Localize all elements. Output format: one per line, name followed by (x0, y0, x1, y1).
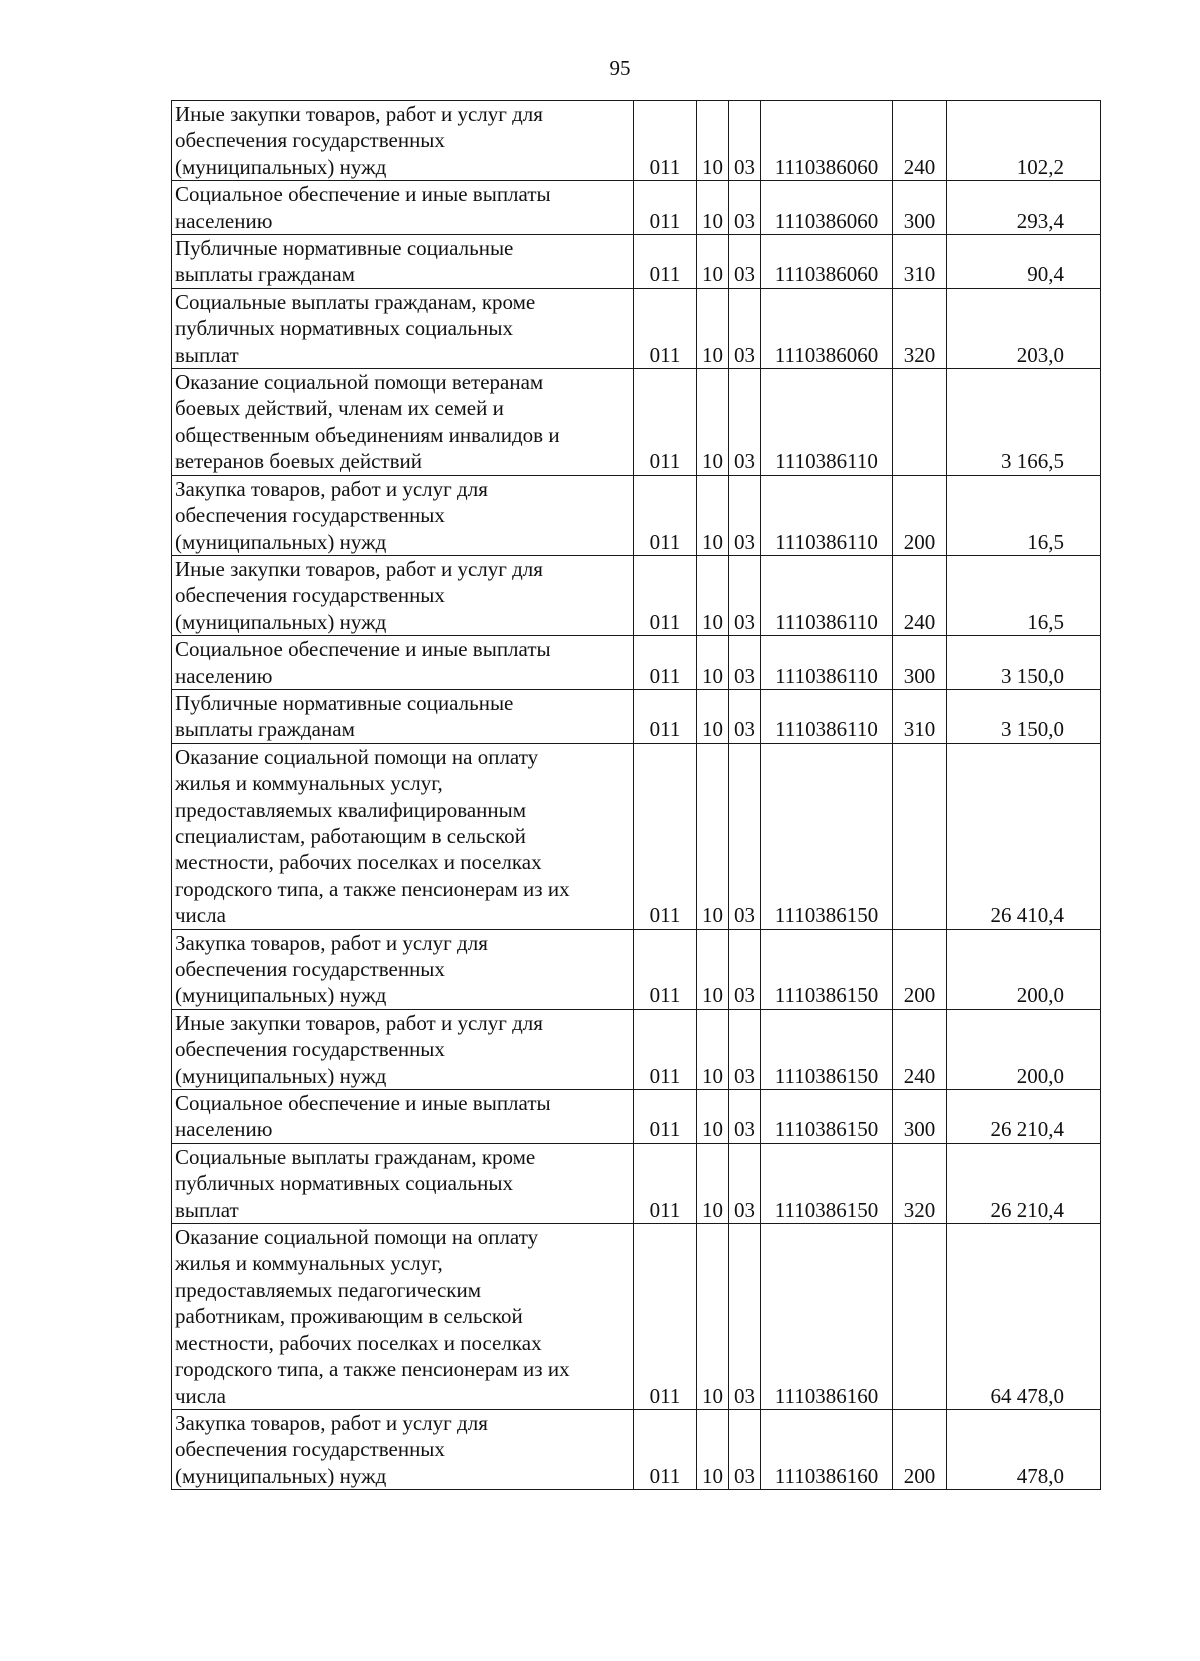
item-name-line: Социальное обеспечение и иные выплаты (175, 182, 551, 207)
ministry-code-cell: 011 (634, 1090, 697, 1144)
subsection-code-cell: 03 (729, 288, 761, 368)
item-name-line: (муниципальных) нужд (175, 1063, 387, 1088)
amount-cell: 26 210,4 (947, 1090, 1101, 1144)
expense-type-cell: 200 (893, 1409, 947, 1489)
expense-type-cell (893, 1224, 947, 1410)
item-name-cell (172, 235, 634, 289)
subsection-code-cell: 03 (729, 1090, 761, 1144)
item-name-cell (172, 288, 634, 368)
subsection-code-cell: 03 (729, 101, 761, 181)
table-row (172, 475, 1101, 555)
expense-type-cell: 300 (893, 636, 947, 690)
item-name-line: выплаты гражданам (175, 262, 355, 287)
subsection-code-cell: 03 (729, 689, 761, 743)
section-code-cell: 10 (697, 929, 729, 1009)
item-name-line: публичных нормативных социальных (175, 316, 513, 341)
target-article-cell: 1110386160 (761, 1409, 893, 1489)
section-code-cell: 10 (697, 555, 729, 635)
table-row (172, 181, 1101, 235)
item-name-line: местности, рабочих поселках и поселках (175, 1330, 542, 1355)
item-name-cell (172, 475, 634, 555)
expense-type-cell: 320 (893, 288, 947, 368)
amount-cell: 3 166,5 (947, 369, 1101, 476)
ministry-code-cell: 011 (634, 288, 697, 368)
table-row (172, 1009, 1101, 1089)
ministry-code-cell: 011 (634, 369, 697, 476)
section-code-cell: 10 (697, 1224, 729, 1410)
item-name-line: предоставляемых педагогическим (175, 1277, 481, 1302)
subsection-code-cell: 03 (729, 181, 761, 235)
target-article-cell: 1110386150 (761, 1009, 893, 1089)
item-name-line: Закупка товаров, работ и услуг для (175, 1410, 488, 1435)
target-article-cell: 1110386110 (761, 636, 893, 690)
item-name-line: (муниципальных) нужд (175, 1463, 387, 1488)
item-name-line: боевых действий, членам их семей и (175, 396, 504, 421)
expense-type-cell: 310 (893, 235, 947, 289)
expense-type-cell (893, 743, 947, 929)
target-article-cell: 1110386150 (761, 743, 893, 929)
amount-cell: 90,4 (947, 235, 1101, 289)
target-article-cell: 1110386060 (761, 288, 893, 368)
section-code-cell: 10 (697, 101, 729, 181)
item-name-line: предоставляемых квалифицированным (175, 797, 527, 822)
section-code-cell: 10 (697, 1009, 729, 1089)
target-article-cell: 1110386060 (761, 181, 893, 235)
subsection-code-cell: 03 (729, 1409, 761, 1489)
item-name-line: Публичные нормативные социальные (175, 236, 514, 261)
amount-cell: 26 410,4 (947, 743, 1101, 929)
ministry-code-cell: 011 (634, 475, 697, 555)
ministry-code-cell: 011 (634, 1009, 697, 1089)
target-article-cell: 1110386060 (761, 101, 893, 181)
expense-type-cell: 240 (893, 555, 947, 635)
item-name-cell (172, 1143, 634, 1223)
table-row (172, 689, 1101, 743)
item-name-line: населению (175, 208, 273, 233)
section-code-cell: 10 (697, 235, 729, 289)
item-name-cell (172, 101, 634, 181)
table-row (172, 555, 1101, 635)
item-name-line: выплат (175, 342, 239, 367)
ministry-code-cell: 011 (634, 181, 697, 235)
item-name-cell (172, 1090, 634, 1144)
ministry-code-cell: 011 (634, 1224, 697, 1410)
table-row (172, 636, 1101, 690)
subsection-code-cell: 03 (729, 1224, 761, 1410)
target-article-cell: 1110386110 (761, 555, 893, 635)
target-article-cell: 1110386110 (761, 475, 893, 555)
amount-cell: 16,5 (947, 555, 1101, 635)
item-name-line: обеспечения государственных (175, 583, 445, 608)
subsection-code-cell: 03 (729, 555, 761, 635)
item-name-line: жилья и коммунальных услуг, (175, 1251, 443, 1276)
expense-type-cell: 300 (893, 181, 947, 235)
target-article-cell: 1110386150 (761, 929, 893, 1009)
subsection-code-cell: 03 (729, 1009, 761, 1089)
subsection-code-cell: 03 (729, 1143, 761, 1223)
expense-type-cell: 240 (893, 1009, 947, 1089)
item-name-line: Социальное обеспечение и иные выплаты (175, 637, 551, 662)
section-code-cell: 10 (697, 1143, 729, 1223)
page-number: 95 (609, 56, 631, 80)
budget-table-body (172, 101, 1101, 1490)
amount-cell: 26 210,4 (947, 1143, 1101, 1223)
item-name-line: (муниципальных) нужд (175, 529, 387, 554)
item-name-line: городского типа, а также пенсионерам из их (175, 876, 570, 901)
item-name-cell (172, 929, 634, 1009)
expense-type-cell: 240 (893, 101, 947, 181)
item-name-cell (172, 689, 634, 743)
table-row (172, 369, 1101, 476)
section-code-cell: 10 (697, 288, 729, 368)
subsection-code-cell: 03 (729, 929, 761, 1009)
item-name-line: общественным объединениям инвалидов и (175, 422, 560, 447)
item-name-line: Иные закупки товаров, работ и услуг для (175, 1010, 543, 1035)
item-name-line: населению (175, 663, 273, 688)
table-row (172, 235, 1101, 289)
item-name-line: жилья и коммунальных услуг, (175, 771, 443, 796)
item-name-line: обеспечения государственных (175, 1037, 445, 1062)
amount-cell: 478,0 (947, 1409, 1101, 1489)
table-row (172, 743, 1101, 929)
item-name-line: числа (175, 903, 226, 928)
item-name-line: Социальное обеспечение и иные выплаты (175, 1091, 551, 1116)
amount-cell: 64 478,0 (947, 1224, 1101, 1410)
item-name-line: Оказание социальной помощи на оплату (175, 744, 539, 769)
table-row (172, 1409, 1101, 1489)
item-name-line: выплаты гражданам (175, 717, 355, 742)
ministry-code-cell: 011 (634, 235, 697, 289)
target-article-cell: 1110386060 (761, 235, 893, 289)
table-row (172, 929, 1101, 1009)
expense-type-cell: 320 (893, 1143, 947, 1223)
item-name-line: обеспечения государственных (175, 957, 445, 981)
item-name-line: Иные закупки товаров, работ и услуг для (175, 102, 543, 126)
target-article-cell: 1110386110 (761, 689, 893, 743)
section-code-cell: 10 (697, 1409, 729, 1489)
item-name-line: Иные закупки товаров, работ и услуг для (175, 556, 543, 581)
table-row (172, 101, 1101, 181)
ministry-code-cell: 011 (634, 689, 697, 743)
item-name-line: Социальные выплаты гражданам, кроме (175, 289, 536, 314)
target-article-cell: 1110386150 (761, 1090, 893, 1144)
amount-cell: 200,0 (947, 1009, 1101, 1089)
expense-type-cell: 310 (893, 689, 947, 743)
amount-cell: 16,5 (947, 475, 1101, 555)
subsection-code-cell: 03 (729, 235, 761, 289)
item-name-line: Оказание социальной помощи ветеранам (175, 370, 544, 395)
item-name-line: обеспечения государственных (175, 128, 445, 153)
item-name-cell (172, 1009, 634, 1089)
item-name-line: числа (175, 1383, 226, 1408)
item-name-cell (172, 1409, 634, 1489)
ministry-code-cell: 011 (634, 101, 697, 181)
target-article-cell: 1110386150 (761, 1143, 893, 1223)
item-name-cell (172, 369, 634, 476)
expense-type-cell: 200 (893, 475, 947, 555)
item-name-line: городского типа, а также пенсионерам из их (175, 1357, 570, 1382)
item-name-line: Закупка товаров, работ и услуг для (175, 930, 488, 955)
subsection-code-cell: 03 (729, 369, 761, 476)
amount-cell: 3 150,0 (947, 689, 1101, 743)
item-name-line: публичных нормативных социальных (175, 1171, 513, 1196)
item-name-line: обеспечения государственных (175, 1437, 445, 1462)
section-code-cell: 10 (697, 181, 729, 235)
item-name-line: обеспечения государственных (175, 503, 445, 528)
item-name-line: Оказание социальной помощи на оплату (175, 1225, 539, 1250)
item-name-line: специалистам, работающим в сельской (175, 823, 526, 848)
amount-cell: 3 150,0 (947, 636, 1101, 690)
ministry-code-cell: 011 (634, 555, 697, 635)
subsection-code-cell: 03 (729, 743, 761, 929)
ministry-code-cell: 011 (634, 636, 697, 690)
item-name-line: Социальные выплаты гражданам, кроме (175, 1144, 536, 1169)
ministry-code-cell: 011 (634, 1143, 697, 1223)
amount-cell: 203,0 (947, 288, 1101, 368)
item-name-cell (172, 181, 634, 235)
section-code-cell: 10 (697, 689, 729, 743)
ministry-code-cell: 011 (634, 929, 697, 1009)
section-code-cell: 10 (697, 1090, 729, 1144)
ministry-code-cell: 011 (634, 743, 697, 929)
amount-cell: 293,4 (947, 181, 1101, 235)
item-name-line: местности, рабочих поселках и поселках (175, 850, 542, 875)
item-name-line: Закупка товаров, работ и услуг для (175, 476, 488, 501)
item-name-cell (172, 743, 634, 929)
table-row (172, 1090, 1101, 1144)
target-article-cell: 1110386110 (761, 369, 893, 476)
section-code-cell: 10 (697, 475, 729, 555)
item-name-cell (172, 636, 634, 690)
item-name-line: работникам, проживающим в сельской (175, 1304, 523, 1329)
ministry-code-cell: 011 (634, 1409, 697, 1489)
section-code-cell: 10 (697, 743, 729, 929)
item-name-cell (172, 1224, 634, 1410)
target-article-cell: 1110386160 (761, 1224, 893, 1410)
item-name-cell (172, 555, 634, 635)
budget-table (171, 100, 1101, 1490)
section-code-cell: 10 (697, 636, 729, 690)
table-row (172, 1143, 1101, 1223)
subsection-code-cell: 03 (729, 636, 761, 690)
item-name-line: (муниципальных) нужд (175, 609, 387, 634)
section-code-cell: 10 (697, 369, 729, 476)
item-name-line: (муниципальных) нужд (175, 983, 387, 1008)
item-name-line: Публичные нормативные социальные (175, 690, 514, 715)
expense-type-cell (893, 369, 947, 476)
table-row (172, 288, 1101, 368)
item-name-line: ветеранов боевых действий (175, 449, 423, 474)
subsection-code-cell: 03 (729, 475, 761, 555)
expense-type-cell: 200 (893, 929, 947, 1009)
item-name-line: (муниципальных) нужд (175, 154, 387, 179)
amount-cell: 102,2 (947, 101, 1101, 181)
item-name-line: выплат (175, 1197, 239, 1222)
table-row (172, 1224, 1101, 1410)
item-name-line: населению (175, 1117, 273, 1142)
amount-cell: 200,0 (947, 929, 1101, 1009)
expense-type-cell: 300 (893, 1090, 947, 1144)
